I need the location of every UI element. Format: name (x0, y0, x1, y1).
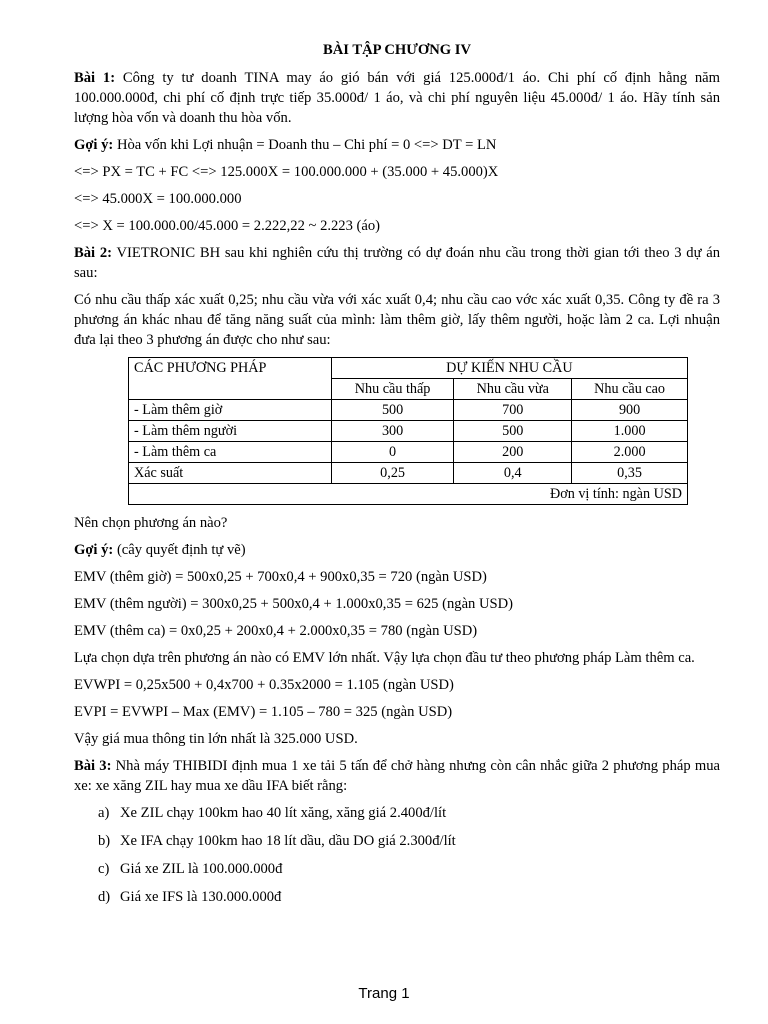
evpi-line: EVPI = EVWPI – Max (EMV) = 1.105 – 780 = 325 (ngàn USD) (74, 704, 453, 720)
table-cell: 200 (454, 442, 572, 463)
bai2-question: Nên chọn phương án nào? (74, 515, 228, 531)
profit-table (128, 357, 688, 505)
evwpi-line: EVWPI = 0,25x500 + 0,4x700 + 0.35x2000 = 1.105 (ngàn USD) (74, 677, 454, 693)
table-subheader: Nhu cầu thấp (331, 379, 454, 400)
bai3-conditions-list (74, 803, 720, 907)
bai2-text: VIETRONIC BH sau khi nghiên cứu thị trường có dự đoán nhu cầu trong thời gian tới theo 3 dự án sau: (74, 245, 720, 281)
bai1-text: Công ty tư doanh TINA may áo gió bán với giá 125.000đ/1 áo. Chi phí cố định hằng năm 100.000.000đ, chi phí cố định trực tiếp 35.000đ/ 1 áo, và chi phí nguyên liệu 45.000đ/ 1 áo. Hãy tính sản lượng hòa vốn và doanh thu hòa vốn. (74, 70, 720, 126)
table-cell: 500 (454, 421, 572, 442)
emv-line: EMV (thêm người) = 300x0,25 + 500x0,4 + 1.000x0,35 = 625 (ngàn USD) (74, 596, 514, 612)
table-row (129, 442, 688, 463)
table-cell: 300 (331, 421, 454, 442)
bai1-statement (74, 68, 720, 128)
document-title: BÀI TẬP CHƯƠNG IV (323, 42, 471, 58)
emv-line: EMV (thêm ca) = 0x0,25 + 200x0,4 + 2.000x0,35 = 780 (ngàn USD) (74, 623, 478, 639)
bai1-hint-label: Gợi ý: (74, 137, 114, 153)
table-col-methods-header: CÁC PHƯƠNG PHÁP (129, 358, 332, 400)
bai2-conclusion: Vậy giá mua thông tin lớn nhất là 325.000 USD. (74, 731, 358, 747)
list-item-text: Xe IFA chạy 100km hao 18 lít dầu, dầu DO giá 2.300đ/lít (120, 833, 456, 849)
bai3-statement (74, 756, 720, 796)
document-page (74, 40, 720, 915)
list-marker: b) (98, 833, 111, 849)
table-unit-row (129, 484, 688, 505)
bai2-label: Bài 2: (74, 245, 112, 261)
bai1-hint-text: Hòa vốn khi Lợi nhuận = Doanh thu – Chi phí = 0 <=> DT = LN (113, 137, 497, 153)
table-cell: 0 (331, 442, 454, 463)
table-cell: 0,4 (454, 463, 572, 484)
table-row-label: - Làm thêm giờ (129, 400, 332, 421)
table-cell: 0,25 (331, 463, 454, 484)
table-cell: 700 (454, 400, 572, 421)
bai3-text: Nhà máy THIBIDI định mua 1 xe tải 5 tấn để chở hàng nhưng còn cân nhắc giữa 2 phương pháp mua xe: xe xăng ZIL hay mua xe dầu IFA biết rằng: (74, 758, 720, 794)
table-row-label: - Làm thêm ca (129, 442, 332, 463)
table-subheader: Nhu cầu vừa (454, 379, 572, 400)
page-number: Trang 1 (358, 985, 410, 1002)
bai2-choice: Lựa chọn dựa trên phương án nào có EMV lớn nhất. Vậy lựa chọn đầu tư theo phương pháp Làm thêm ca. (74, 650, 695, 666)
list-marker: c) (98, 861, 110, 877)
table-row (129, 421, 688, 442)
bai2-hint-text: (cây quyết định tự vẽ) (113, 542, 246, 558)
list-item-text: Giá xe IFS là 130.000.000đ (120, 889, 282, 905)
list-item (98, 887, 720, 907)
table-cell: 500 (331, 400, 454, 421)
list-item (98, 803, 720, 823)
bai1-hint (74, 135, 720, 155)
bai1-label: Bài 1: (74, 70, 116, 86)
table-row-label: Xác suất (129, 463, 332, 484)
bai1-step-2: <=> 45.000X = 100.000.000 (74, 191, 242, 207)
bai3-label: Bài 3: (74, 758, 112, 774)
list-item (98, 859, 720, 879)
bai2-hint (74, 540, 720, 560)
table-group-header: DỰ KIẾN NHU CẦU (331, 358, 687, 379)
bai1-step-1: <=> PX = TC + FC <=> 125.000X = 100.000.000 + (35.000 + 45.000)X (74, 164, 499, 180)
table-subheader: Nhu cầu cao (572, 379, 688, 400)
table-cell: 900 (572, 400, 688, 421)
table-cell: 2.000 (572, 442, 688, 463)
list-marker: a) (98, 805, 110, 821)
bai2-statement (74, 243, 720, 283)
table-row-label: - Làm thêm người (129, 421, 332, 442)
table-cell: 0,35 (572, 463, 688, 484)
table-unit-note: Đơn vị tính: ngàn USD (129, 484, 688, 505)
table-cell: 1.000 (572, 421, 688, 442)
bai2-hint-label: Gợi ý: (74, 542, 114, 558)
list-item-text: Xe ZIL chạy 100km hao 40 lít xăng, xăng giá 2.400đ/lít (120, 805, 447, 821)
table-row (129, 463, 688, 484)
list-item-text: Giá xe ZIL là 100.000.000đ (120, 861, 283, 877)
table-header-row (129, 358, 688, 379)
list-marker: d) (98, 889, 111, 905)
table-row (129, 400, 688, 421)
bai1-step-3: <=> X = 100.000.00/45.000 = 2.222,22 ~ 2.223 (áo) (74, 218, 381, 234)
bai2-paragraph: Có nhu cầu thấp xác xuất 0,25; nhu cầu vừa với xác xuất 0,4; nhu cầu cao vớc xác xuất 0,35. Công ty đề ra 3 phương án khác nhau để tăng năng suất của mình: làm thêm giờ, lấy thêm người, hoặc làm 2 ca. Lợi nhuận đưa lại theo 3 phương án được cho như sau: (74, 292, 720, 348)
emv-line: EMV (thêm giờ) = 500x0,25 + 700x0,4 + 900x0,35 = 720 (ngàn USD) (74, 569, 487, 585)
list-item (98, 831, 720, 851)
